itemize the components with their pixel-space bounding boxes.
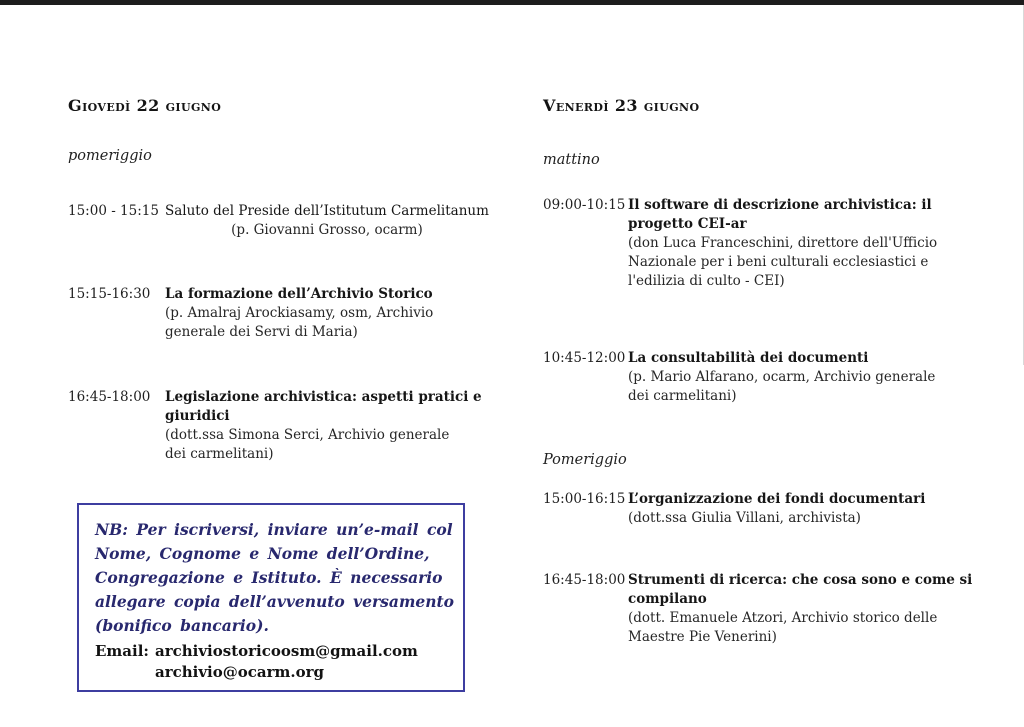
entry-speaker: (p. Giovanni Grosso, ocarm) [231,222,423,238]
program-entry [543,349,935,406]
entry-content [628,349,935,406]
program-entry [543,196,937,291]
entry-speaker: (don Luca Franceschini, direttore dell'Ufficio Nazionale per i beni culturali ecclesiastici e l'edilizia di culto - CEI) [628,235,938,289]
entry-title: Legislazione archivistica: aspetti pratici e giuridici [165,389,482,424]
program-entry [543,571,972,647]
entry-time: 09:00-10:15 [543,197,626,213]
entry-content [165,285,433,342]
entry-speaker: (p. Amalraj Arockiasamy, osm, Archivio generale dei Servi di Maria) [165,305,434,340]
entry-speaker: (dott.ssa Giulia Villani, archivista) [628,510,861,526]
entry-time: 16:45-18:00 [543,572,626,588]
session-label-morning: mattino [543,152,600,168]
entry-title: La formazione dell’Archivio Storico [165,286,433,302]
session-label-afternoon-left: pomeriggio [68,148,152,164]
program-entry [68,202,489,240]
entry-speaker: (dott. Emanuele Atzori, Archivio storico delle Maestre Pie Venerini) [628,610,938,645]
entry-time: 10:45-12:00 [543,350,626,366]
entry-speaker: (dott.ssa Simona Serci, Archivio generale dei carmelitani) [165,427,450,462]
program-entry [68,285,433,342]
entry-speaker: (p. Mario Alfarano, ocarm, Archivio generale dei carmelitani) [628,369,936,404]
entry-content [165,202,489,240]
program-entry [68,388,482,464]
entry-content [628,490,925,528]
entry-time: 15:15-16:30 [68,286,151,302]
entry-title: Il software di descrizione archivistica: il progetto CEI-ar [628,197,932,232]
registration-note-box [77,503,465,692]
entry-content [628,571,972,647]
entry-title: Saluto del Preside dell’Istitutum Carmelitanum [165,203,489,219]
entry-title: Strumenti di ricerca: che cosa sono e come si compilano [628,572,973,607]
email-address-1: archiviostoricoosm@gmail.com [154,642,418,660]
email-label: Email: [95,642,149,660]
session-label-afternoon-right: Pomeriggio [543,452,627,468]
email-list [155,641,418,683]
registration-note-text: NB: Per iscriversi, inviare un’e-mail col Nome, Cognome e Nome dell’Ordine, Congregazione e Istituto. È necessario allegare copia dell’avvenuto versamento (bonifico bancario). [95,520,454,635]
entry-time: 15:00 - 15:15 [68,203,159,219]
entry-time: 15:00-16:15 [543,491,626,507]
entry-content [165,388,482,464]
entry-title: L’organizzazione dei fondi documentari [628,491,926,507]
scan-top-edge [0,0,1024,5]
day-title-friday: Venerdì 23 giugno [543,96,700,115]
program-entry [543,490,925,528]
day-title-thursday: Giovedì 22 giugno [68,96,222,115]
email-block [95,641,448,683]
entry-content [628,196,937,291]
email-address-2: archivio@ocarm.org [154,663,324,681]
entry-title: La consultabilità dei documenti [628,350,869,366]
entry-time: 16:45-18:00 [68,389,151,405]
